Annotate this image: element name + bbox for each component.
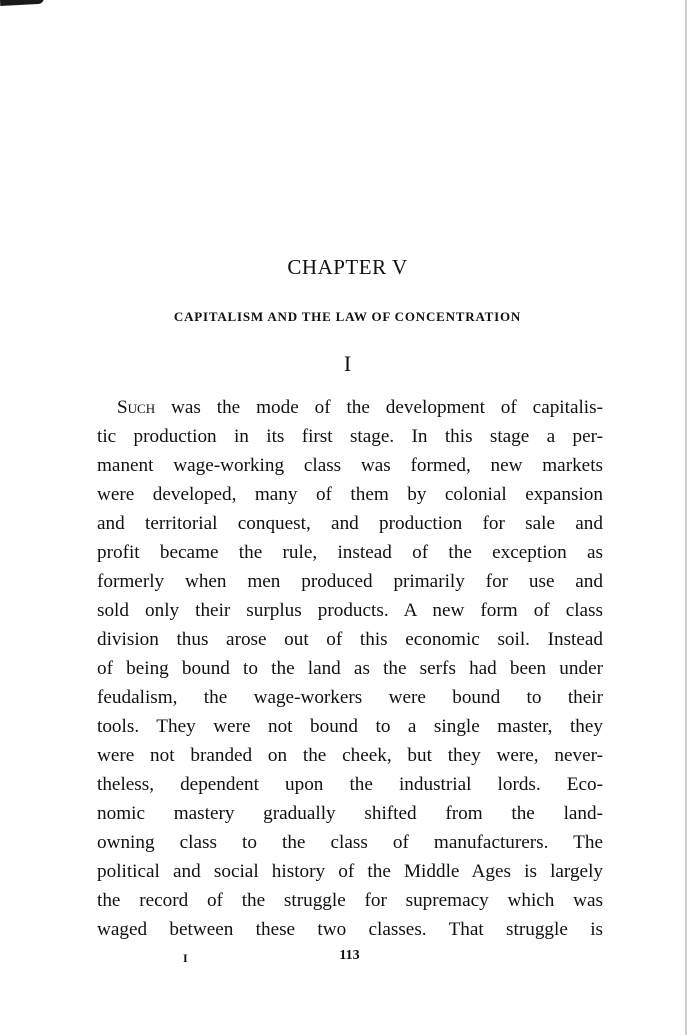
text-line: and territorial conquest, and production for sale and [97, 513, 603, 534]
text-line: manent wage-working class was formed, new markets [97, 455, 603, 476]
text-line: were not branded on the cheek, but they were, never- [97, 745, 603, 766]
text-line: feudalism, the wage-workers were bound to their [97, 687, 603, 708]
text-line: waged between these two classes. That struggle is [97, 919, 603, 940]
text-line: sold only their surplus products. A new form of class [97, 600, 603, 621]
section-numeral: I [343, 351, 352, 376]
text-line: were developed, many of them by colonial expansion [97, 484, 603, 505]
scan-artifact [0, 0, 44, 6]
text-line: the record of the struggle for supremacy which was [97, 890, 603, 911]
text-line: theless, dependent upon the industrial lords. Eco- [97, 774, 603, 795]
text-line-rest: was the mode of the development of capitalis- [155, 397, 603, 418]
text-line: political and social history of the Middle Ages is largely [97, 861, 603, 882]
text-line [97, 393, 603, 422]
chapter-title: CHAPTER V [287, 255, 408, 279]
text-line: of being bound to the land as the serfs had been under [97, 658, 603, 679]
text-line: profit became the rule, instead of the exception as [97, 542, 603, 563]
text-line: division thus arose out of this economic soil. Instead [97, 629, 603, 650]
page-number: 113 [339, 948, 360, 963]
body-paragraph [97, 393, 603, 944]
signature-mark: I [183, 951, 188, 965]
drop-word: Such [117, 397, 156, 418]
text-line: formerly when men produced primarily for use and [97, 571, 603, 592]
chapter-subtitle: CAPITALISM AND THE LAW OF CONCENTRATION [173, 309, 522, 324]
text-line: tools. They were not bound to a single master, they [97, 716, 603, 737]
text-line: tic production in its first stage. In this stage a per- [97, 426, 603, 447]
text-line: owning class to the class of manufacturers. The [97, 832, 603, 853]
text-line: nomic mastery gradually shifted from the land- [97, 803, 603, 824]
